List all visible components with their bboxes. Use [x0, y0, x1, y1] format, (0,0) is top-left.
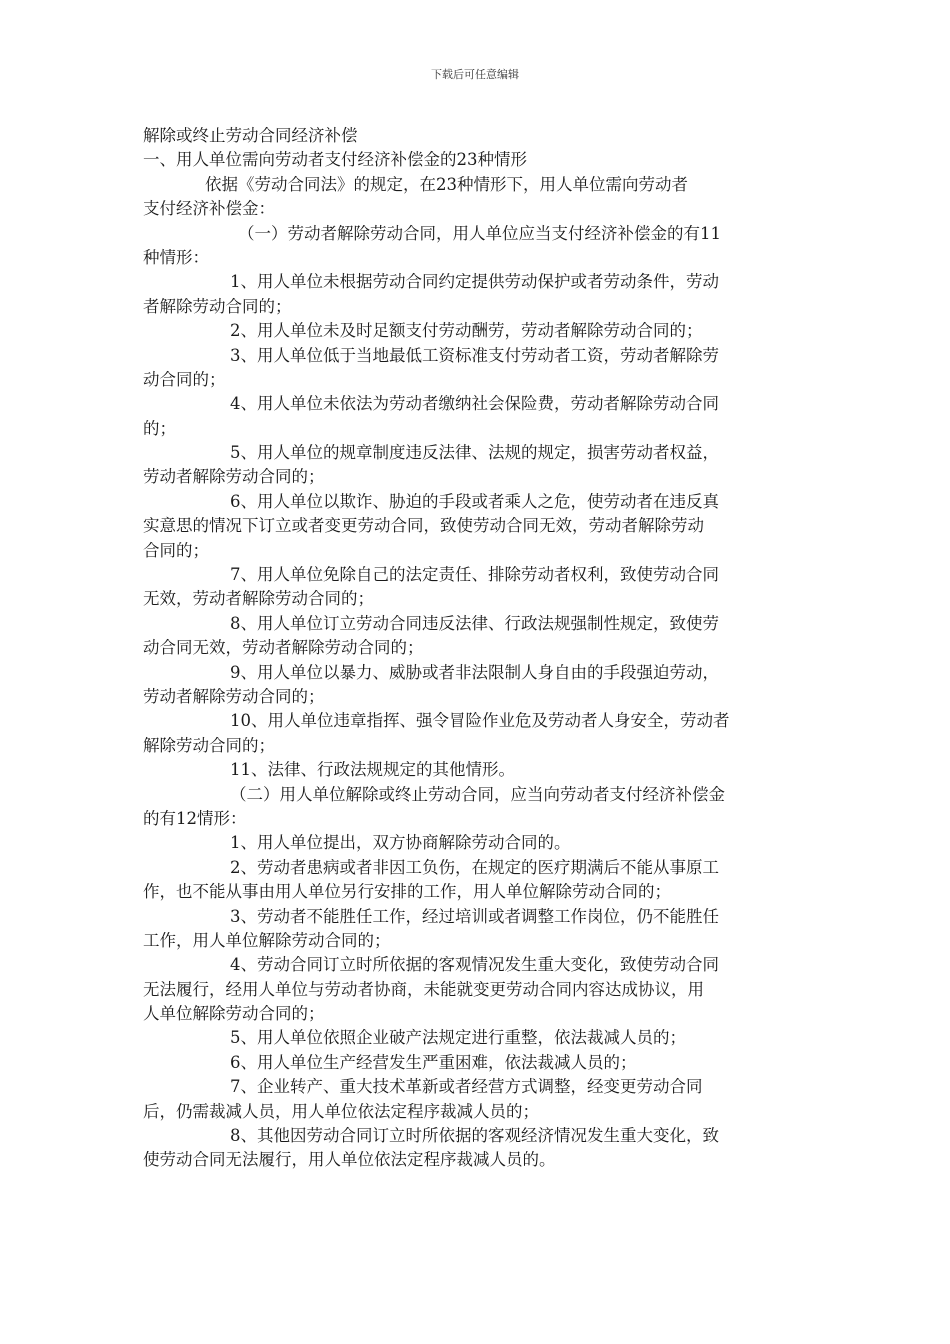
text-line: 无效，劳动者解除劳动合同的；	[143, 589, 374, 609]
text-line: 解除或终止劳动合同经济补偿	[143, 126, 358, 145]
text-line: 劳动者解除劳动合同的；	[143, 467, 325, 487]
text-line: 5、用人单位的规章制度违反法律、法规的规定，损害劳动者权益，	[230, 443, 719, 463]
text-line: 6、用人单位以欺诈、胁迫的手段或者乘人之危，使劳动者在违反真	[230, 491, 719, 511]
text-line: 人单位解除劳动合同的；	[143, 1004, 325, 1024]
text-line: 10、用人单位违章指挥、强令冒险作业危及劳动者人身安全，劳动者	[230, 711, 730, 731]
text-line: 一、用人单位需向劳动者支付经济补偿金的23种情形	[143, 150, 527, 170]
text-line: 动合同无效，劳动者解除劳动合同的；	[143, 638, 424, 658]
text-line: 1、用人单位未根据劳动合同约定提供劳动保护或者劳动条件，劳动	[230, 272, 719, 292]
text-line: 的有12情形：	[143, 808, 247, 828]
text-line: 11、法律、行政法规规定的其他情形。	[230, 760, 515, 780]
text-line: 3、用人单位低于当地最低工资标准支付劳动者工资，劳动者解除劳	[230, 345, 719, 365]
text-line: 使劳动合同无法履行，用人单位依法定程序裁减人员的。	[143, 1150, 556, 1170]
text-line: 9、用人单位以暴力、威胁或者非法限制人身自由的手段强迫劳动，	[230, 662, 719, 682]
text-line: 合同的；	[143, 540, 209, 560]
page-header: 下载后可任意编辑	[431, 68, 519, 81]
text-line: 解除劳动合同的；	[143, 735, 275, 755]
text-line: 4、劳动合同订立时所依据的客观情况发生重大变化，致使劳动合同	[230, 955, 719, 975]
text-line: 3、劳动者不能胜任工作，经过培训或者调整工作岗位，仍不能胜任	[230, 906, 719, 926]
text-line: 的；	[143, 418, 176, 438]
text-line: （一）劳动者解除劳动合同，用人单位应当支付经济补偿金的有11	[238, 223, 721, 243]
text-line: 6、用人单位生产经营发生严重困难，依法裁减人员的；	[230, 1052, 637, 1072]
text-line: 者解除劳动合同的；	[143, 296, 292, 316]
text-line: 无法履行，经用人单位与劳动者协商，未能就变更劳动合同内容达成协议，用	[143, 979, 704, 999]
text-line: 1、用人单位提出，双方协商解除劳动合同的。	[230, 833, 571, 853]
text-line: 8、其他因劳动合同订立时所依据的客观经济情况发生重大变化，致	[230, 1126, 719, 1146]
text-line: 工作，用人单位解除劳动合同的；	[143, 930, 391, 950]
text-line: 依据《劳动合同法》的规定，在23种情形下，用人单位需向劳动者	[205, 174, 688, 194]
text-line: （二）用人单位解除或终止劳动合同，应当向劳动者支付经济补偿金	[230, 784, 725, 804]
text-line: 2、劳动者患病或者非因工负伤，在规定的医疗期满后不能从事原工	[230, 857, 719, 877]
text-line: 动合同的；	[143, 369, 226, 389]
text-line: 5、用人单位依照企业破产法规定进行重整，依法裁减人员的；	[230, 1028, 686, 1048]
document-body	[143, 124, 803, 1173]
text-line: 8、用人单位订立劳动合同违反法律、行政法规强制性规定，致使劳	[230, 613, 719, 633]
text-line: 7、用人单位免除自己的法定责任、排除劳动者权利，致使劳动合同	[230, 565, 719, 585]
text-line: 支付经济补偿金：	[143, 199, 275, 219]
text-line: 2、用人单位未及时足额支付劳动酬劳，劳动者解除劳动合同的；	[230, 321, 703, 341]
text-line: 7、企业转产、重大技术革新或者经营方式调整，经变更劳动合同	[230, 1077, 703, 1097]
text-line: 4、用人单位未依法为劳动者缴纳社会保险费，劳动者解除劳动合同	[230, 394, 719, 414]
text-line: 种情形：	[143, 247, 209, 267]
text-line: 实意思的情况下订立或者变更劳动合同，致使劳动合同无效，劳动者解除劳动	[143, 516, 704, 536]
text-line: 劳动者解除劳动合同的；	[143, 686, 325, 706]
text-line: 作，也不能从事由用人单位另行安排的工作，用人单位解除劳动合同的；	[143, 882, 671, 902]
text-line: 后，仍需裁减人员，用人单位依法定程序裁减人员的；	[143, 1101, 539, 1121]
